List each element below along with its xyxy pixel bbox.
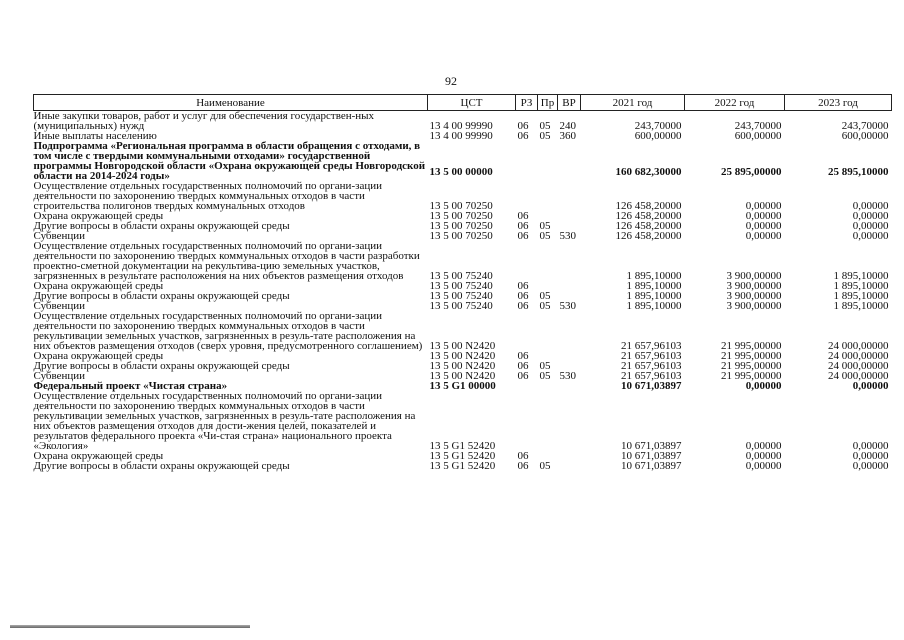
cell-cst: 13 5 00 N2420 xyxy=(429,360,496,372)
cell-y2021: 21 657,96103 xyxy=(621,370,682,382)
cell-cst: 13 5 00 70250 xyxy=(429,220,493,232)
cell-cst: 13 5 00 00000 xyxy=(429,166,493,178)
cell-pr xyxy=(538,391,558,451)
cell-vr: 530 xyxy=(559,230,576,242)
cell-vr xyxy=(558,211,581,221)
cell-rz: 06 xyxy=(517,130,529,142)
cell-rz xyxy=(516,381,538,391)
cell-y2023: 0,00000 xyxy=(852,460,889,472)
cell-y2023: 25 895,10000 xyxy=(828,166,889,178)
cell-y2023: 24 000,00000 xyxy=(828,350,889,362)
cell-y2023: 1 895,10000 xyxy=(833,300,889,312)
cell-cst: 13 5 G1 52420 xyxy=(429,450,496,462)
cell-vr xyxy=(558,141,581,181)
header-2022: 2022 год xyxy=(685,95,785,111)
cell-y2023: 1 895,10000 xyxy=(833,270,889,282)
budget-table xyxy=(33,94,892,471)
cell-vr xyxy=(558,381,581,391)
cell-vr xyxy=(558,351,581,361)
cell-y2023: 243,70000 xyxy=(841,120,889,132)
cell-y2021: 126 458,20000 xyxy=(615,210,682,222)
header-pr: Пр xyxy=(538,95,558,111)
cell-y2021: 21 657,96103 xyxy=(621,350,682,362)
cell-y2021: 600,00000 xyxy=(634,130,682,142)
cell-rz: 06 xyxy=(517,230,529,242)
cell-y2021: 10 671,03897 xyxy=(621,440,682,452)
cell-name: Осуществление отдельных государственных полномочий по органи-зации деятельности по захоронению твердых коммунальных отходов в части рекультивации земельных участков, загрязненных в резуль-тате расположения на них объектов размещения отходов (сверх уровня, предусмотренного соглашением) xyxy=(33,310,423,352)
cell-pr: 05 xyxy=(539,130,551,142)
cell-name: Другие вопросы в области охраны окружающей среды xyxy=(33,360,290,372)
cell-name: Субвенции xyxy=(33,230,86,242)
cell-name: Другие вопросы в области охраны окружающей среды xyxy=(33,220,290,232)
cell-y2022: 0,00000 xyxy=(745,220,782,232)
cell-y2022: 3 900,00000 xyxy=(726,280,782,292)
cell-y2023: 0,00000 xyxy=(852,210,889,222)
cell-y2022: 21 995,00000 xyxy=(721,360,782,372)
cell-pr: 05 xyxy=(539,460,551,472)
scan-edge-line xyxy=(10,625,250,628)
cell-rz: 06 xyxy=(517,210,529,222)
cell-y2023: 600,00000 xyxy=(841,130,889,142)
cell-name: Охрана окружающей среды xyxy=(33,350,164,362)
cell-vr xyxy=(558,451,581,461)
cell-name: Осуществление отдельных государственных полномочий по органи-зации деятельности по захоронению твердых коммунальных отходов в части строительства полигонов твердых коммунальных отходов xyxy=(33,180,382,212)
cell-rz: 06 xyxy=(517,450,529,462)
table-row xyxy=(34,111,892,132)
cell-vr: 240 xyxy=(559,120,576,132)
cell-y2022: 0,00000 xyxy=(745,440,782,452)
header-2021: 2021 год xyxy=(581,95,685,111)
header-2023: 2023 год xyxy=(785,95,892,111)
cell-pr: 05 xyxy=(539,230,551,242)
cell-cst: 13 5 G1 52420 xyxy=(429,440,496,452)
cell-y2023: 0,00000 xyxy=(852,220,889,232)
cell-cst: 13 5 00 N2420 xyxy=(429,370,496,382)
table-row xyxy=(34,181,892,211)
cell-vr xyxy=(558,391,581,451)
cell-y2021: 10 671,03897 xyxy=(621,380,682,392)
cell-name: Иные закупки товаров, работ и услуг для обеспечения государствен-ных (муниципальных) нужд xyxy=(33,110,375,132)
cell-y2023: 0,00000 xyxy=(852,450,889,462)
cell-cst: 13 5 00 75240 xyxy=(429,270,493,282)
table-row xyxy=(34,461,892,471)
cell-cst: 13 5 00 N2420 xyxy=(429,340,496,352)
cell-name: Федеральный проект «Чистая страна» xyxy=(33,380,228,392)
cell-rz xyxy=(516,141,538,181)
cell-name: Субвенции xyxy=(33,300,86,312)
cell-y2021: 126 458,20000 xyxy=(615,220,682,232)
cell-y2021: 1 895,10000 xyxy=(626,300,682,312)
cell-y2021: 1 895,10000 xyxy=(626,280,682,292)
cell-y2022: 3 900,00000 xyxy=(726,290,782,302)
table-header-row xyxy=(34,95,892,111)
cell-y2021: 160 682,30000 xyxy=(615,166,682,178)
cell-y2022: 0,00000 xyxy=(745,210,782,222)
table-body xyxy=(34,111,892,472)
cell-y2022: 25 895,00000 xyxy=(721,166,782,178)
cell-y2022: 21 995,00000 xyxy=(721,350,782,362)
cell-y2022: 0,00000 xyxy=(745,460,782,472)
cell-pr: 05 xyxy=(539,360,551,372)
cell-y2021: 21 657,96103 xyxy=(621,340,682,352)
cell-rz xyxy=(516,241,538,281)
cell-cst: 13 5 00 70250 xyxy=(429,200,493,212)
cell-rz xyxy=(516,181,538,211)
cell-y2021: 21 657,96103 xyxy=(621,360,682,372)
cell-y2021: 126 458,20000 xyxy=(615,230,682,242)
header-vr: ВР xyxy=(558,95,581,111)
cell-y2023: 1 895,10000 xyxy=(833,290,889,302)
cell-y2022: 0,00000 xyxy=(745,380,782,392)
cell-rz xyxy=(516,391,538,451)
cell-y2023: 24 000,00000 xyxy=(828,370,889,382)
cell-pr xyxy=(538,141,558,181)
cell-y2023: 0,00000 xyxy=(852,440,889,452)
header-name: Наименование xyxy=(34,95,428,111)
page-number: 92 xyxy=(445,74,457,88)
cell-y2021: 243,70000 xyxy=(634,120,682,132)
cell-pr: 05 xyxy=(539,120,551,132)
header-cst: ЦСТ xyxy=(428,95,516,111)
cell-y2022: 0,00000 xyxy=(745,230,782,242)
cell-rz: 06 xyxy=(517,290,529,302)
cell-rz: 06 xyxy=(517,300,529,312)
cell-vr xyxy=(558,181,581,211)
cell-rz: 06 xyxy=(517,360,529,372)
cell-pr xyxy=(538,381,558,391)
cell-y2022: 600,00000 xyxy=(734,130,782,142)
cell-y2022: 21 995,00000 xyxy=(721,340,782,352)
cell-pr xyxy=(538,241,558,281)
cell-vr xyxy=(558,461,581,471)
cell-y2023: 24 000,00000 xyxy=(828,360,889,372)
cell-y2022: 0,00000 xyxy=(745,450,782,462)
table-row xyxy=(34,391,892,451)
cell-name: Охрана окружающей среды xyxy=(33,280,164,292)
cell-name: Иные выплаты населению xyxy=(33,130,157,142)
cell-y2023: 24 000,00000 xyxy=(828,340,889,352)
cell-rz: 06 xyxy=(517,460,529,472)
cell-rz: 06 xyxy=(517,370,529,382)
cell-y2022: 0,00000 xyxy=(745,200,782,212)
cell-vr: 530 xyxy=(559,370,576,382)
cell-name: Другие вопросы в области охраны окружающей среды xyxy=(33,460,290,472)
cell-name: Осуществление отдельных государственных полномочий по органи-зации деятельности по захоронению твердых коммунальных отходов в части рекультивации земельных участков, загрязненных в резуль-тате расположения на них объектов размещения отходов для дости-жения целей, показателей и результатов федерального проекта «Чи-стая страна» национального проекта «Экология» xyxy=(33,390,416,452)
cell-pr: 05 xyxy=(539,300,551,312)
cell-rz xyxy=(516,311,538,351)
cell-name: Осуществление отдельных государственных полномочий по органи-зации деятельности по захоронению твердых коммунальных отходов в части разработки проектно-сметной документации на рекультива-цию земельных участков, загрязненных в результате расположения на них объектов размещения отходов xyxy=(33,240,420,282)
table-row xyxy=(34,311,892,351)
cell-y2022: 21 995,00000 xyxy=(721,370,782,382)
cell-pr xyxy=(538,181,558,211)
cell-rz: 06 xyxy=(517,120,529,132)
cell-name: Охрана окружающей среды xyxy=(33,450,164,462)
cell-rz: 06 xyxy=(517,220,529,232)
cell-pr xyxy=(538,311,558,351)
cell-rz: 06 xyxy=(517,280,529,292)
cell-name: Охрана окружающей среды xyxy=(33,210,164,222)
cell-cst: 13 5 00 N2420 xyxy=(429,350,496,362)
cell-cst: 13 5 G1 52420 xyxy=(429,460,496,472)
cell-y2021: 126 458,20000 xyxy=(615,200,682,212)
cell-y2023: 0,00000 xyxy=(852,200,889,212)
cell-pr: 05 xyxy=(539,290,551,302)
table-row xyxy=(34,141,892,181)
header-rz: РЗ xyxy=(516,95,538,111)
cell-pr: 05 xyxy=(539,370,551,382)
cell-pr: 05 xyxy=(539,220,551,232)
cell-y2021: 1 895,10000 xyxy=(626,290,682,302)
cell-y2023: 0,00000 xyxy=(852,230,889,242)
cell-y2021: 1 895,10000 xyxy=(626,270,682,282)
cell-y2021: 10 671,03897 xyxy=(621,460,682,472)
cell-name: Субвенции xyxy=(33,370,86,382)
cell-cst: 13 5 00 70250 xyxy=(429,230,493,242)
cell-vr xyxy=(558,281,581,291)
cell-cst: 13 5 00 75240 xyxy=(429,290,493,302)
cell-cst: 13 5 00 70250 xyxy=(429,210,493,222)
cell-vr xyxy=(558,241,581,281)
table-row xyxy=(34,241,892,281)
cell-rz: 06 xyxy=(517,350,529,362)
cell-vr: 530 xyxy=(559,300,576,312)
cell-cst: 13 4 00 99990 xyxy=(429,120,493,132)
cell-vr xyxy=(558,311,581,351)
cell-cst: 13 5 G1 00000 xyxy=(429,380,496,392)
cell-y2021: 10 671,03897 xyxy=(621,450,682,462)
cell-vr: 360 xyxy=(559,130,576,142)
cell-y2023: 0,00000 xyxy=(852,380,889,392)
cell-cst: 13 5 00 75240 xyxy=(429,280,493,292)
cell-y2022: 3 900,00000 xyxy=(726,300,782,312)
cell-y2022: 3 900,00000 xyxy=(726,270,782,282)
cell-y2022: 243,70000 xyxy=(734,120,782,132)
cell-y2023: 1 895,10000 xyxy=(833,280,889,292)
cell-cst: 13 5 00 75240 xyxy=(429,300,493,312)
cell-cst: 13 4 00 99990 xyxy=(429,130,493,142)
cell-name: Подпрограмма «Региональная программа в области обращения с отходами, в том числе с твердыми коммунальными отходами» государственной программы Новгородской области «Охрана окружающей среды Новгородской области на 2014-2024 годы» xyxy=(33,140,426,182)
cell-name: Другие вопросы в области охраны окружающей среды xyxy=(33,290,290,302)
